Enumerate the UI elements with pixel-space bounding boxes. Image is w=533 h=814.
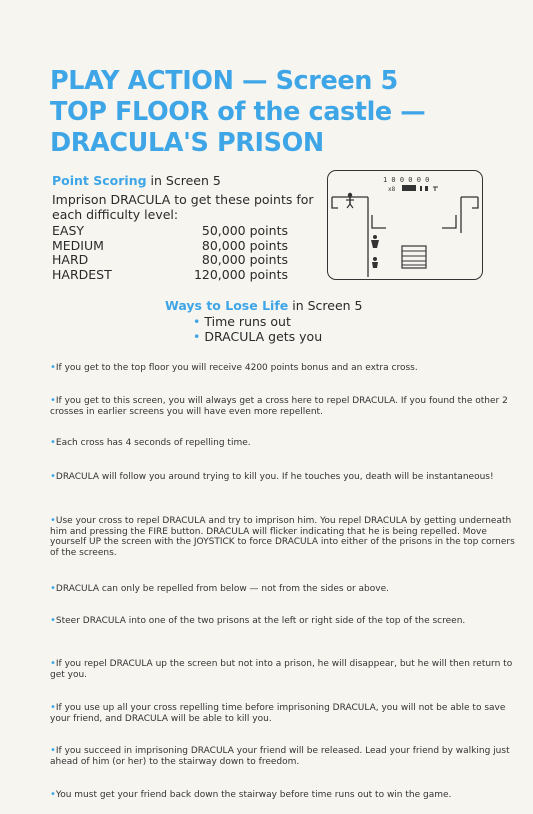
- floor-ledge-right: [442, 215, 456, 228]
- level-name: HARD: [52, 252, 89, 267]
- table-row: [52, 224, 288, 239]
- list-item-text: If you repel DRACULA up the screen but not into a prison, he will disappear, but he will then return to get you.: [50, 659, 513, 680]
- bullet-icon: •: [50, 615, 56, 626]
- list-item: [50, 363, 516, 374]
- list-item: [50, 616, 516, 627]
- player-figure-icon: [346, 193, 354, 208]
- list-item-text: If you use up all your cross repelling time before imprisoning DRACULA, you will not be able to save your friend, and DRACULA will be able to kill you.: [50, 703, 506, 724]
- level-name: MEDIUM: [52, 237, 104, 253]
- list-item-text: If you get to the top floor you will receive 4200 points bonus and an extra cross.: [55, 363, 418, 373]
- game-screen-drawing: [328, 171, 482, 279]
- title-line-1: PLAY ACTION — Screen 5: [50, 66, 398, 96]
- list-item: [50, 584, 516, 595]
- list-item-text: You must get your friend back down the stairway before time runs out to win the game.: [55, 790, 452, 800]
- timer-mark-icon: [425, 186, 428, 191]
- list-item-text: Time runs out: [204, 313, 291, 329]
- level-points: 80,000 points: [201, 252, 288, 267]
- list-item-text: Each cross has 4 seconds of repelling time.: [55, 438, 251, 448]
- right-prison-icon: [472, 197, 478, 208]
- bullet-icon: •: [50, 789, 56, 800]
- ways-to-lose-heading-rest: in Screen 5: [288, 298, 363, 313]
- bullet-icon: •: [50, 437, 56, 448]
- list-item: [50, 472, 516, 483]
- ways-to-lose-heading: [165, 298, 415, 314]
- point-scoring-section: [52, 172, 322, 282]
- timer-mark-icon: [420, 186, 422, 191]
- ways-to-lose-label: Ways to Lose Life: [165, 298, 289, 313]
- bullet-icon: •: [50, 362, 56, 373]
- list-item: [50, 790, 516, 801]
- bullet-icon: •: [50, 658, 56, 669]
- list-item: [50, 438, 516, 449]
- point-scoring-heading-rest: in Screen 5: [146, 173, 221, 188]
- point-scoring-intro: Imprison DRACULA to get these points for each difficulty level:: [52, 192, 314, 222]
- level-points: 50,000 points: [201, 223, 288, 238]
- table-row: [52, 239, 288, 254]
- point-scoring-label: Point Scoring: [52, 173, 147, 188]
- lives-readout: x8: [388, 186, 396, 193]
- list-item: [50, 396, 516, 417]
- left-prison-icon: [332, 197, 338, 208]
- floor-ledge-left: [372, 215, 386, 228]
- list-item-text: Use your cross to repel DRACULA and try to imprison him. You repel DRACULA by getting underneath him and pressing the FIRE button. DRACULA will flicker indicating that he is being repelled. Move yourself UP the screen with the JOYSTICK to force DRACULA into either of the prisons in the top corners of the screens.: [50, 516, 515, 558]
- list-item: [50, 659, 516, 680]
- list-item: [50, 746, 516, 767]
- list-item: [50, 516, 516, 558]
- score-readout: 1 0 0 0 0 0: [383, 176, 430, 184]
- dracula-figure-icon: [371, 235, 379, 248]
- level-points: 120,000 points: [193, 266, 288, 282]
- level-name: HARDEST: [52, 266, 112, 282]
- bullet-icon: •: [193, 313, 201, 329]
- level-points: 80,000 points: [201, 237, 288, 253]
- title-line-2: TOP FLOOR of the castle —: [50, 97, 426, 127]
- bullet-icon: •: [50, 395, 56, 406]
- ways-to-lose-section: [165, 298, 415, 345]
- stairway-icon: [402, 246, 426, 268]
- list-item-text: DRACULA will follow you around trying to kill you. If he touches you, death will be instantaneous!: [55, 472, 494, 482]
- title-line-3: DRACULA'S PRISON: [50, 128, 324, 158]
- game-screen-illustration: [327, 170, 483, 280]
- list-item-text: If you succeed in imprisoning DRACULA your friend will be released. Lead your friend by walking just ahead of him (or her) to the stairway down to freedom.: [50, 746, 510, 767]
- point-scoring-heading: [52, 172, 322, 189]
- list-item-text: Steer DRACULA into one of the two prisons at the left or right side of the top of the screen.: [55, 616, 466, 626]
- level-name: EASY: [52, 223, 85, 238]
- bullet-icon: •: [50, 745, 56, 756]
- list-item: [50, 703, 516, 724]
- table-row: [52, 253, 288, 268]
- bullet-icon: •: [50, 583, 56, 594]
- bullet-icon: •: [50, 471, 56, 482]
- list-item-text: If you get to this screen, you will always get a cross here to repel DRACULA. If you found the other 2 crosses in earlier screens you will have even more repellent.: [50, 396, 508, 417]
- table-row: [52, 268, 288, 283]
- bullet-icon: •: [50, 702, 56, 713]
- list-item-text: DRACULA gets you: [204, 329, 323, 344]
- friend-figure-icon: [372, 257, 378, 268]
- list-item: [165, 314, 415, 330]
- page-title: [50, 66, 510, 159]
- bullet-icon: •: [50, 515, 56, 526]
- bullet-icon: •: [193, 329, 201, 344]
- list-item-text: DRACULA can only be repelled from below — not from the sides or above.: [55, 584, 389, 594]
- list-item: [165, 329, 415, 345]
- difficulty-points-table: [52, 224, 288, 282]
- cross-indicator-icon: [402, 185, 416, 191]
